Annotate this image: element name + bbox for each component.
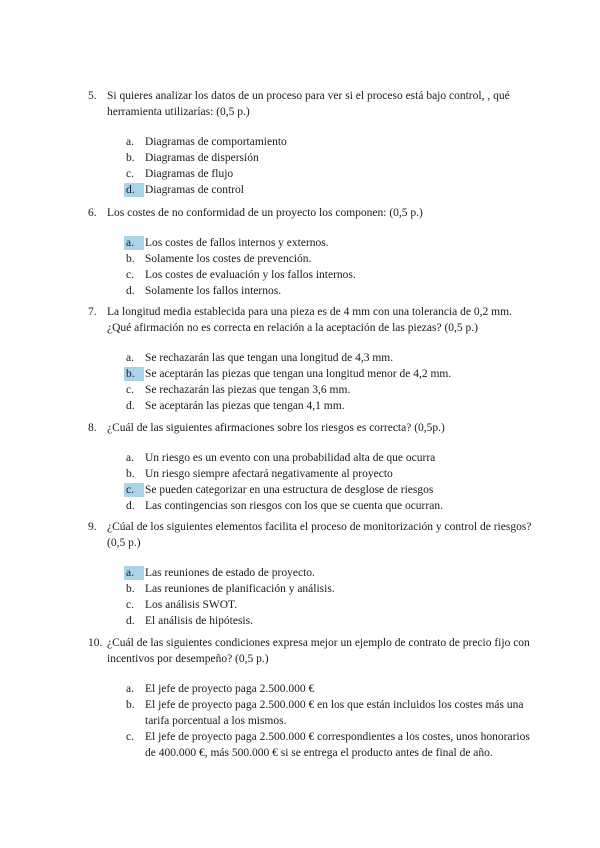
option-c[interactable] [126,166,538,182]
option-letter: d. [126,184,135,196]
option-list [88,350,538,414]
option-letter: c. [126,269,134,281]
option-text: Un riesgo siempre afectará negativamente al proyecto [145,468,393,480]
option-list [88,565,538,629]
option-text: Se aceptarán las piezas que tengan una longitud menor de 4,2 mm. [145,368,452,380]
option-c[interactable] [126,382,538,398]
option-letter: a. [126,352,134,364]
question-number: 7. [88,306,97,318]
option-text: El análisis de hipótesis. [145,615,253,627]
option-letter: b. [126,253,135,265]
option-text: Solamente los costes de prevención. [145,253,312,265]
option-list [88,450,538,514]
question-number: 8. [88,422,97,434]
option-letter: c. [126,168,134,180]
question-10 [88,635,538,761]
question-number: 10. [88,637,103,649]
option-text: Las contingencias son riesgos con los que se cuenta que ocurran. [145,500,443,512]
question-header [88,88,538,120]
option-letter: a. [126,683,134,695]
question-number: 6. [88,207,97,219]
option-d[interactable] [126,283,538,299]
option-b[interactable] [126,150,538,166]
option-text: El jefe de proyecto paga 2.500.000 € [145,683,315,695]
option-a[interactable] [126,134,538,150]
option-letter: b. [126,152,135,164]
question-5 [88,88,538,198]
option-c-selected[interactable] [126,482,538,498]
option-list [88,134,538,198]
option-text: Los costes de fallos internos y externos. [145,237,329,249]
option-text: El jefe de proyecto paga 2.500.000 € en los que están incluidos los costes más una tarifa porcentual a los mismos. [145,699,524,727]
option-letter: d. [126,285,135,297]
option-a-selected[interactable] [126,565,538,581]
question-header [88,304,538,336]
question-text: ¿Cuál de las siguientes afirmaciones sobre los riesgos es correcta? (0,5p.) [107,422,445,434]
option-text: Diagramas de control [145,184,244,196]
option-text: Diagramas de comportamiento [145,136,287,148]
option-text: Se pueden categorizar en una estructura de desglose de riesgos [145,484,434,496]
question-7 [88,304,538,414]
question-8 [88,420,538,514]
question-text: ¿Cúal de los siguientes elementos facilita el proceso de monitorización y control de riesgos? (0,5 p.) [107,521,532,549]
option-a[interactable] [126,350,538,366]
option-letter: b. [126,468,135,480]
option-letter: a. [126,136,134,148]
option-c[interactable] [126,729,538,761]
option-letter: a. [126,237,134,249]
question-header [88,519,538,551]
option-b[interactable] [126,251,538,267]
option-text: Se aceptarán las piezas que tengan 4,1 mm. [145,400,345,412]
option-c[interactable] [126,267,538,283]
option-list [88,681,538,761]
question-header [88,420,538,436]
option-letter: b. [126,583,135,595]
option-list [88,235,538,299]
question-6 [88,205,538,299]
option-letter: c. [126,731,134,743]
option-letter: b. [126,699,135,711]
option-text: Se rechazarán las que tengan una longitud de 4,3 mm. [145,352,394,364]
option-letter: c. [126,599,134,611]
option-b[interactable] [126,466,538,482]
option-letter: c. [126,384,134,396]
option-text: Las reuniones de planificación y análisis. [145,583,335,595]
option-text: Diagramas de flujo [145,168,234,180]
option-text: El jefe de proyecto paga 2.500.000 € correspondientes a los costes, unos honorarios de 400.000 €, más 500.000 € si se entrega el producto antes de final de año. [145,731,530,759]
option-a[interactable] [126,450,538,466]
option-letter: d. [126,615,135,627]
option-text: Los costes de evaluación y los fallos internos. [145,269,356,281]
option-c[interactable] [126,597,538,613]
option-text: Solamente los fallos internos. [145,285,282,297]
question-number: 5. [88,90,97,102]
question-number: 9. [88,521,97,533]
option-letter: b. [126,368,135,380]
option-letter: d. [126,500,135,512]
option-letter: a. [126,452,134,464]
option-letter: c. [126,484,134,496]
option-text: Se rechazarán las piezas que tengan 3,6 mm. [145,384,351,396]
question-header [88,635,538,667]
option-letter: d. [126,400,135,412]
option-b-selected[interactable] [126,366,538,382]
option-b[interactable] [126,697,538,729]
option-text: Un riesgo es un evento con una probabilidad alta de que ocurra [145,452,436,464]
option-d[interactable] [126,498,538,514]
question-text: La longitud media establecida para una pieza es de 4 mm con una tolerancia de 0,2 mm. ¿Qué afirmación no es correcta en relación a la aceptación de las piezas? (0,5 p.) [107,306,512,334]
question-9 [88,519,538,629]
option-a[interactable] [126,681,538,697]
option-text: Diagramas de dispersión [145,152,259,164]
question-header [88,205,538,221]
question-text: ¿Cuál de las siguientes condiciones expresa mejor un ejemplo de contrato de precio fijo con incentivos por desempeño? (0,5 p.) [107,637,530,665]
option-b[interactable] [126,581,538,597]
question-text: Si quieres analizar los datos de un proceso para ver si el proceso está bajo control, , qué herramienta utilizarías: (0,5 p.) [107,90,510,118]
option-a-selected[interactable] [126,235,538,251]
option-letter: a. [126,567,134,579]
option-d-selected[interactable] [126,182,538,198]
option-text: Los análisis SWOT. [145,599,238,611]
option-d[interactable] [126,398,538,414]
question-text: Los costes de no conformidad de un proyecto los componen: (0,5 p.) [107,207,423,219]
option-text: Las reuniones de estado de proyecto. [145,567,315,579]
option-d[interactable] [126,613,538,629]
